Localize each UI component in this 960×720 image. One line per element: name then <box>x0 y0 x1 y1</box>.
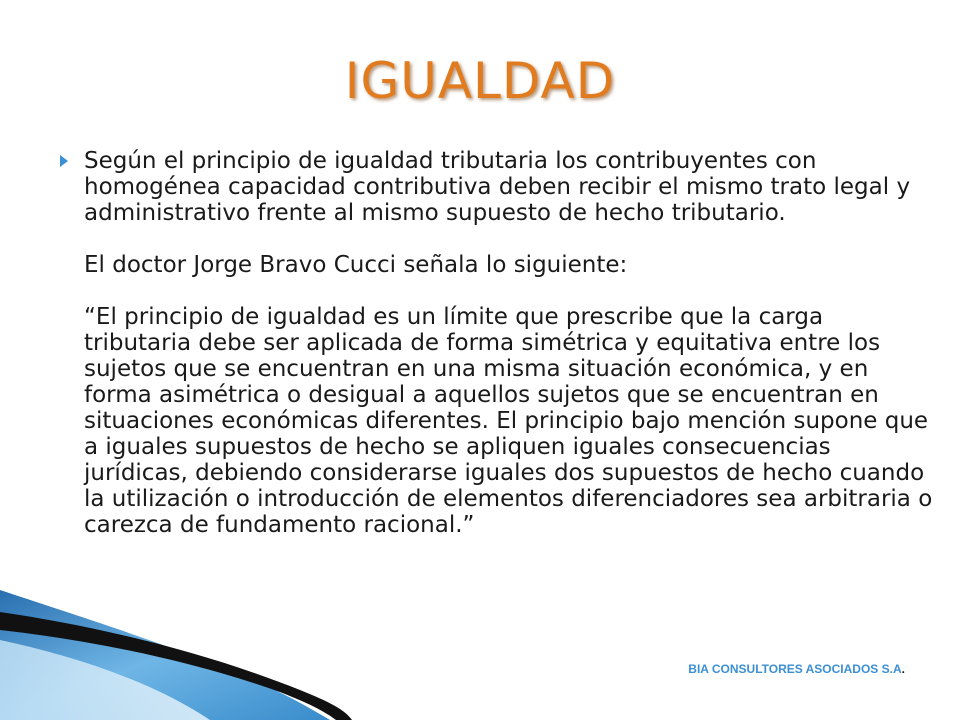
triangle-bullet-icon <box>60 155 68 167</box>
swoosh-blue-band <box>0 590 330 720</box>
footer-company <box>688 662 905 676</box>
slide-body <box>84 148 934 538</box>
swoosh-light-band <box>0 640 210 720</box>
footer-company-name: BIA CONSULTORES ASOCIADOS S.A <box>688 662 902 676</box>
slide-title: IGUALDAD <box>344 52 616 110</box>
footer-dot: . <box>901 662 905 676</box>
paragraph-principle: Según el principio de igualdad tributaria los contribuyentes con homogénea capacidad contributiva deben recibir el mismo trato legal y administrativo frente al mismo supuesto de hecho tributario. <box>84 148 911 226</box>
paragraph-gap <box>84 278 934 304</box>
paragraph-gap <box>84 226 934 252</box>
swoosh-dark-stroke <box>0 612 352 720</box>
paragraph-quote: “El principio de igualdad es un límite que prescribe que la carga tributaria debe ser aplicada de forma simétrica y equitativa entre los sujetos que se encuentran en una misma situación económica, y en forma asimétrica o desigual a aquellos sujetos que se encuentran en situaciones económicas diferentes. El principio bajo mención supone que a iguales supuestos de hecho se apliquen iguales consecuencias jurídicas, debiendo considerarse iguales dos supuestos de hecho cuando la utilización o introducción de elementos diferenciadores sea arbitraria o carezca de fundamento racional.” <box>84 304 933 538</box>
paragraph-citation-intro: El doctor Jorge Bravo Cucci señala lo siguiente: <box>84 252 628 278</box>
